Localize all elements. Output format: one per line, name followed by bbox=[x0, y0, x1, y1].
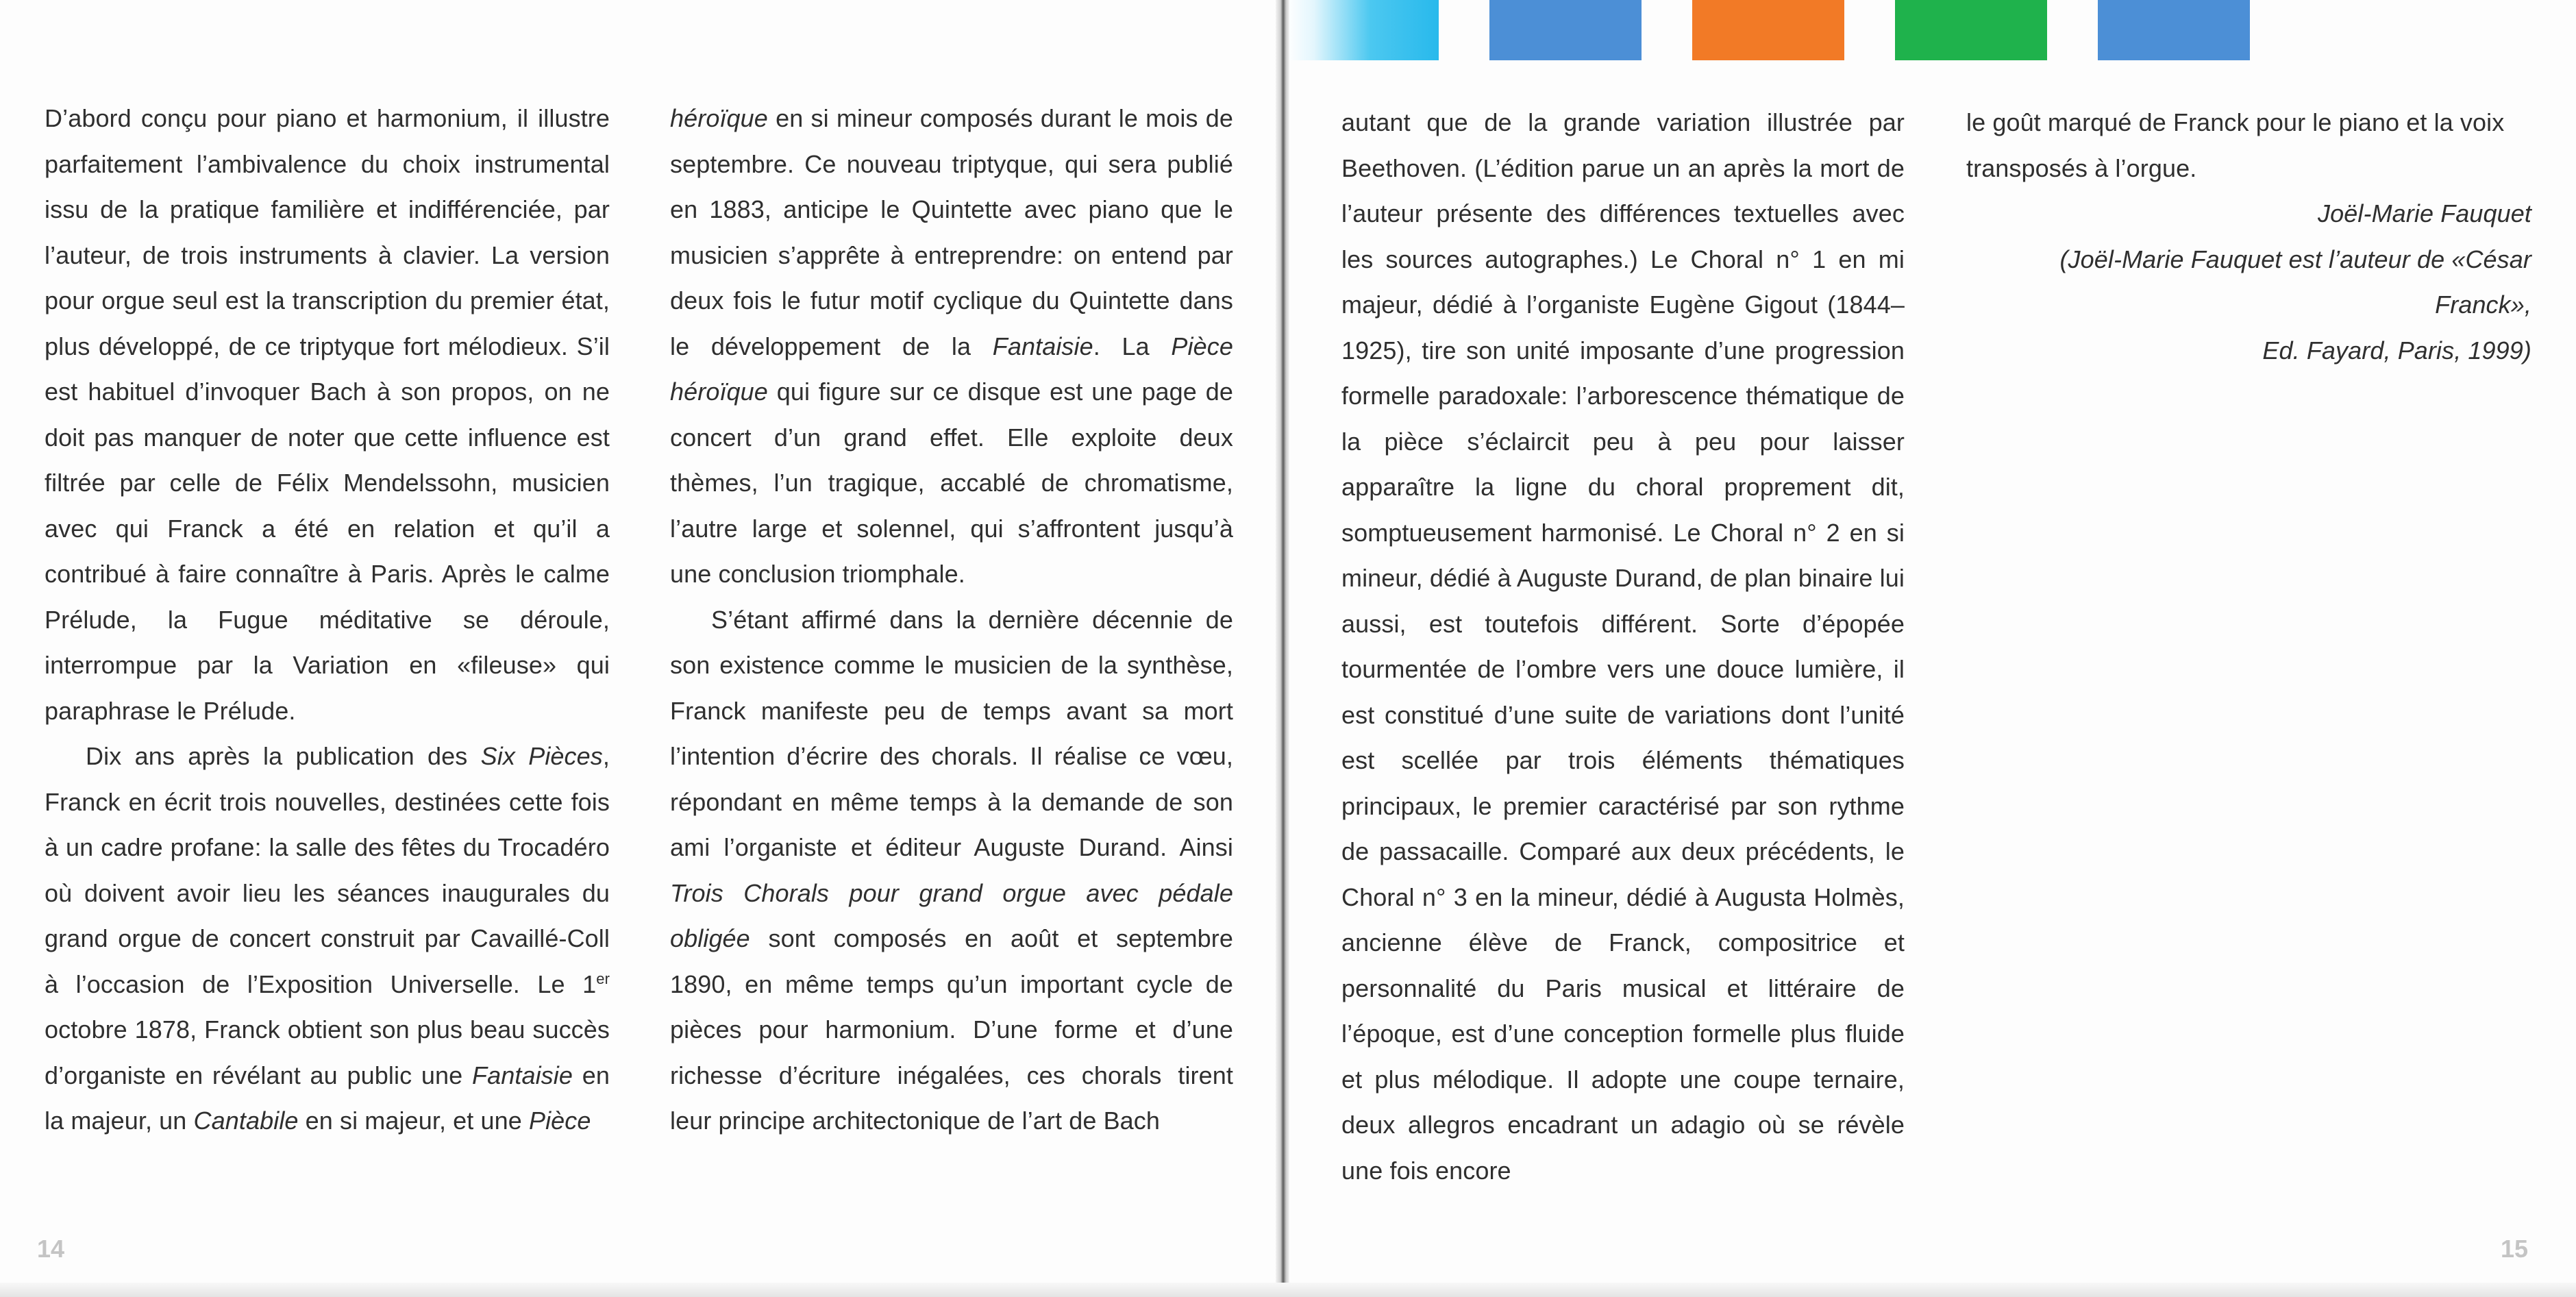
work-title-italic: Trois Chorals pour grand orgue avec pédale obligée bbox=[670, 878, 1233, 952]
work-title-italic: Fantaisie bbox=[992, 332, 1093, 360]
page-bottom-edge bbox=[0, 1283, 2576, 1297]
author-note: (Joël-Marie Fauquet est l’auteur de «César Franck», bbox=[2059, 245, 2531, 319]
paragraph: le goût marqué de Franck pour le piano et la voix transposés à l’orgue. bbox=[1966, 108, 2505, 182]
work-title-italic: Fantaisie bbox=[472, 1061, 573, 1089]
ordinal-superscript: er bbox=[596, 969, 610, 987]
paragraph: Dix ans après la publication des Six Pièces, Franck en écrit trois nouvelles, destinées cette fois à un cadre profane: la salle des fêtes du Trocadéro où doivent avoir lieu les séances inaugurales du grand orgue de concert construit par Cavaillé-Coll à l’occasion de l’Exposition Universelle. Le 1er octobre 1878, Franck obtient son plus beau succès d’organiste en révélant au public une Fantaisie en la majeur, un Cantabile en si majeur, et une Pièce bbox=[45, 742, 610, 1135]
text-column-3 bbox=[1341, 100, 1905, 1194]
book-gutter bbox=[1276, 0, 1289, 1297]
page-number: 15 bbox=[2501, 1235, 2529, 1263]
text-column-4 bbox=[1966, 100, 2531, 373]
page-number: 14 bbox=[37, 1235, 65, 1263]
work-title-italic: Six Pièces bbox=[480, 742, 603, 770]
work-title-italic: Pièce héroïque bbox=[670, 332, 1233, 406]
left-page bbox=[0, 0, 1280, 1297]
work-title-italic: Cantabile bbox=[193, 1107, 299, 1135]
work-title-italic: Pièce bbox=[528, 1107, 591, 1135]
text-column-2 bbox=[670, 96, 1233, 1144]
paragraph: D’abord conçu pour piano et harmonium, il illustre parfaitement l’ambivalence du choix instrumental issu de la pratique familière et indifférenciée, par l’auteur, de trois instruments à clavier. La version pour orgue seul est la transcription du premier état, plus développé, de ce triptyque fort mélodieux. S’il est habituel d’invoquer Bach à son propos, on ne doit pas manquer de noter que cette influence est filtrée par celle de Félix Mendelssohn, musicien avec qui Franck a été en relation et qu’il a contribué à faire connaître à Paris. Après le calme Prélude, la Fugue méditative se déroule, interrompue par la Variation en «fileuse» qui paraphrase le Prélude. bbox=[45, 104, 610, 725]
paragraph: héroïque en si mineur composés durant le mois de septembre. Ce nouveau triptyque, qui sera publié en 1883, anticipe le Quintette avec piano que le musicien s’apprête à entreprendre: on entend par deux fois le futur motif cyclique du Quintette dans le développement de la Fantaisie. La Pièce héroïque qui figure sur ce disque est une page de concert d’un grand effet. Elle exploite deux thèmes, l’un tragique, accablé de chromatisme, l’autre large et solennel, qui s’affrontent jusqu’à une conclusion triomphale. bbox=[670, 104, 1233, 588]
author-note: Ed. Fayard, Paris, 1999) bbox=[2262, 336, 2531, 365]
color-bar-blue-2 bbox=[2098, 0, 2250, 60]
text-column-1 bbox=[45, 96, 610, 1144]
color-bar-cyan bbox=[1287, 0, 1439, 60]
author-signature: Joël-Marie Fauquet bbox=[2318, 199, 2531, 227]
color-bar-orange bbox=[1692, 0, 1844, 60]
paragraph: autant que de la grande variation illustrée par Beethoven. (L’édition parue un an après la mort de l’auteur présente des différences textuelles avec les sources autographes.) Le Choral n° 1 en mi majeur, dédié à l’organiste Eugène Gigout (1844–1925), tire son unité imposante d’une progression formelle paradoxale: l’arborescence thématique de la pièce s’éclaircit peu à peu pour laisser apparaître la ligne du choral proprement dit, somptueusement harmonisé. Le Choral n° 2 en si mineur, dédié à Auguste Durand, de plan binaire lui aussi, est toutefois différent. Sorte d’épopée tourmentée de l’ombre vers une douce lumière, il est constitué d’une suite de variations dont l’unité est scellée par trois éléments thématiques principaux, le premier caractérisé par son rythme de passacaille. Comparé aux deux précédents, le Choral n° 3 en la mineur, dédié à Augusta Holmès, ancienne élève de Franck, compositrice et personnalité du Paris musical et littéraire de l’époque, est d’une conception formelle plus fluide et plus mélodique. Il adopte une coupe ternaire, deux allegros encadrant un adagio où se révèle une fois encore bbox=[1341, 108, 1905, 1185]
work-title-italic: héroïque bbox=[670, 104, 768, 132]
paragraph: S’étant affirmé dans la dernière décennie de son existence comme le musicien de la synthèse, Franck manifeste peu de temps avant sa mort l’intention d’écrire des chorals. Il réalise ce vœu, répondant en même temps à la demande de son ami l’organiste et éditeur Auguste Durand. Ainsi Trois Chorals pour grand orgue avec pédale obligée sont composés en août et septembre 1890, en même temps qu’un important cycle de pièces pour harmonium. D’une forme et d’une richesse d’écriture inégalées, ces chorals tirent leur principe architectonique de l’art de Bach bbox=[670, 605, 1233, 1135]
right-page bbox=[1285, 0, 2576, 1297]
color-bar-blue bbox=[1489, 0, 1642, 60]
color-bar-green bbox=[1895, 0, 2047, 60]
